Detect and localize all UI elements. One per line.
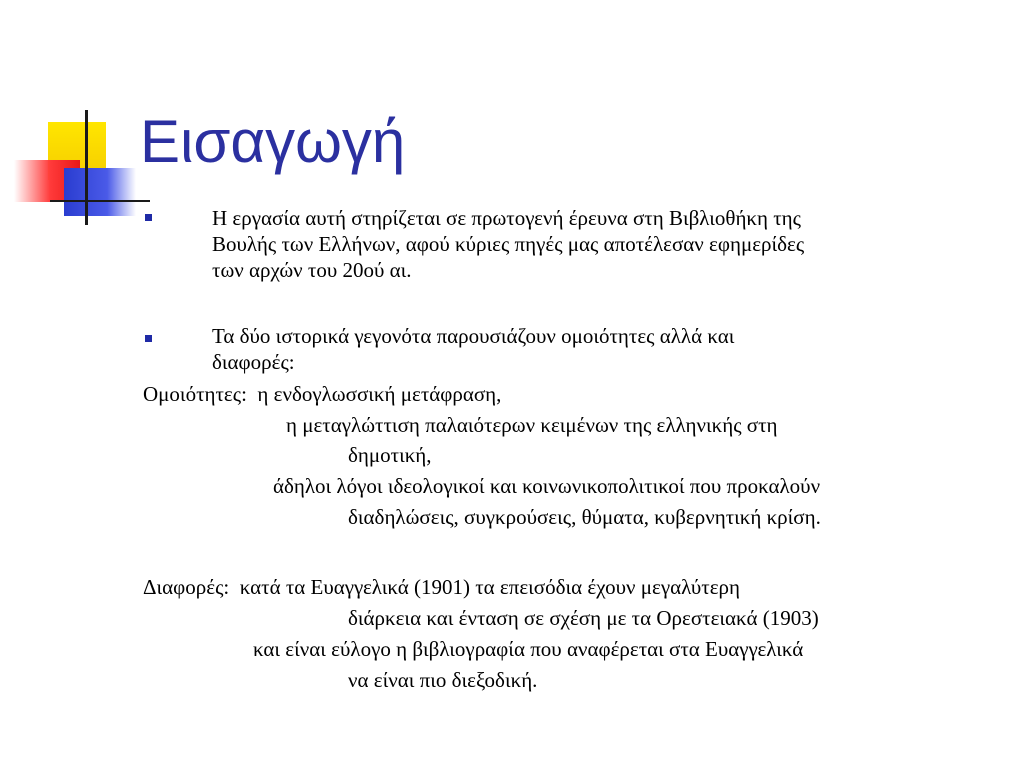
bullet-square-icon bbox=[145, 214, 152, 221]
slide-logo-icon bbox=[0, 0, 150, 240]
bullet-1 bbox=[212, 205, 804, 283]
similarities-block bbox=[143, 381, 1003, 530]
similarities-item: άδηλοι λόγοι ιδεολογικοί και κοινωνικοπολιτικοί που προκαλούν bbox=[273, 474, 821, 498]
bullet-1-line: Η εργασία αυτή στηρίζεται σε πρωτογενή έρευνα στη Βιβλιοθήκη της bbox=[212, 206, 801, 230]
similarities-item: η ενδογλωσσική μετάφραση, bbox=[257, 382, 502, 406]
differences-item: και είναι εύλογο η βιβλιογραφία που αναφέρεται στα Ευαγγελικά bbox=[253, 637, 804, 661]
differences-block bbox=[143, 574, 1003, 693]
differences-item: κατά τα Ευαγγελικά (1901) τα επεισόδια έχουν μεγαλύτερη bbox=[239, 575, 741, 599]
similarities-item: διαδηλώσεις, συγκρούσεις, θύματα, κυβερνητική κρίση. bbox=[348, 505, 821, 529]
logo-blue-square bbox=[64, 168, 136, 216]
bullet-1-line: Βουλής των Ελλήνων, αφού κύριες πηγές μας αποτέλεσαν εφημερίδες bbox=[212, 232, 805, 256]
bullet-2 bbox=[212, 323, 734, 375]
bullet-square-icon bbox=[145, 335, 152, 342]
bullet-2-line: διαφορές: bbox=[212, 350, 295, 374]
logo-horizontal-line bbox=[50, 200, 150, 202]
differences-item: να είναι πιο διεξοδική. bbox=[348, 668, 538, 692]
bullet-1-line: των αρχών του 20ού αι. bbox=[212, 258, 412, 282]
slide-title: Εισαγωγή bbox=[140, 108, 406, 175]
differences-label: Διαφορές: bbox=[143, 575, 230, 599]
similarities-item: η μεταγλώττιση παλαιότερων κειμένων της ελληνικής στη bbox=[286, 413, 778, 437]
differences-item: διάρκεια και ένταση σε σχέση με τα Ορεστειακά (1903) bbox=[348, 606, 819, 630]
similarities-label: Ομοιότητες: bbox=[143, 382, 247, 406]
similarities-item: δημοτική, bbox=[348, 443, 432, 467]
bullet-2-line: Τα δύο ιστορικά γεγονότα παρουσιάζουν ομοιότητες αλλά και bbox=[212, 324, 735, 348]
logo-vertical-line bbox=[85, 110, 88, 225]
